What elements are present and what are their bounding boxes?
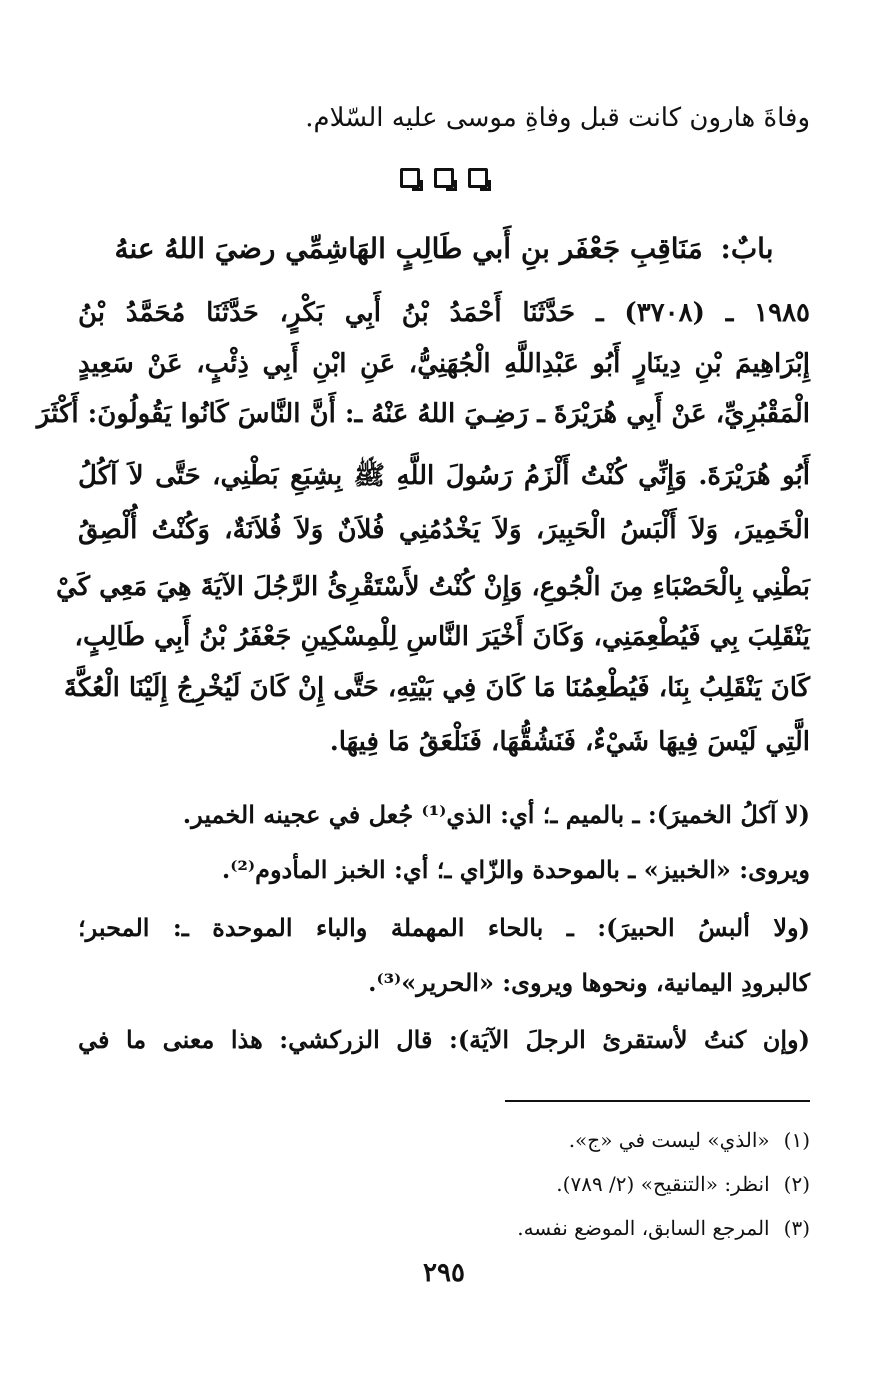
ornament-square-icon xyxy=(434,168,454,188)
footnote xyxy=(78,1118,810,1162)
footnote-text: انظر: «التنقيح» (٢/ ٧٨٩). xyxy=(556,1172,770,1196)
hadith-line: بَطْنِي بِالْحَصْبَاءِ مِنَ الْجُوعِ، وَإِنْ كُنْتُ لأَسْتَقْرِئُ الرَّجُلَ الآيَةَ هِيَ مَعِي كَيْ xyxy=(55,572,810,602)
continuation-line: وفاةَ هارون كانت قبل وفاةِ موسى عليه السّلام. xyxy=(305,103,810,133)
footnote-text: «الذي» ليست في «ج». xyxy=(568,1128,770,1152)
commentary-line: (ولا ألبسُ الحبيرَ): ـ بالحاء المهملة والباء الموحدة ـ: المحبر؛ xyxy=(78,913,810,942)
hadith-line: الْمَقْبُرِيِّ، عَنْ أَبِي هُرَيْرَةَ ـ رَضِـيَ اللهُ عَنْهُ ـ: أَنَّ النَّاسَ كَانُوا يَقُولُونَ: أَكْثَرَ xyxy=(36,399,810,429)
chapter-heading xyxy=(78,228,810,270)
hadith-line: يَنْقَلِبَ بِي فَيُطْعِمَنِي، وَكَانَ أَخْيَرَ النَّاسِ لِلْمِسْكِينِ جَعْفَرُ بْنُ أَبِي طَالِبٍ، xyxy=(74,622,810,652)
hadith-line: أَبُو هُرَيْرَةَ. وَإِنِّي كُنْتُ أَلْزَمُ رَسُولَ اللَّهِ ﷺ بِشِبَعِ بَطْنِي، حَتَّى لاَ آكُلُ xyxy=(78,461,810,491)
footnote xyxy=(78,1162,810,1206)
footnote xyxy=(78,1206,810,1250)
section-divider xyxy=(78,168,810,188)
footnote-number: (١) xyxy=(783,1128,810,1152)
footnote-number: (٢) xyxy=(783,1172,810,1196)
ornament-square-icon xyxy=(400,168,420,188)
commentary-line: ويروى: «الخبيز» ـ بالموحدة والزّاي ـ؛ أي: الخبز المأدوم⁽²⁾. xyxy=(221,855,810,884)
footnote-text: المرجع السابق، الموضع نفسه. xyxy=(517,1216,770,1240)
ornament-square-icon xyxy=(468,168,488,188)
commentary-line: (لا آكلُ الخميرَ): ـ بالميم ـ؛ أي: الذي⁽¹⁾ جُعل في عجينه الخمير. xyxy=(182,800,810,829)
commentary-line: كالبرودِ اليمانية، ونحوها ويروى: «الحرير»⁽³⁾. xyxy=(368,968,810,997)
chapter-label: بابٌ: xyxy=(720,232,774,265)
footnote-separator xyxy=(505,1100,810,1102)
hadith-line: الْخَمِيرَ، وَلاَ أَلْبَسُ الْحَبِيرَ، وَلاَ يَخْدُمُنِي فُلاَنٌ وَلاَ فُلاَنَةٌ، وَكُنْتُ أُلْصِقُ xyxy=(78,515,810,545)
footnotes xyxy=(78,1118,810,1250)
commentary-line: (وإن كنتُ لأستقرئ الرجلَ الآيَة): قال الزركشي: هذا معنى ما في xyxy=(78,1025,810,1054)
chapter-title: مَنَاقِبِ جَعْفَر بنِ أَبي طَالِبٍ الهَاشِمِّي رضيَ اللهُ عنهُ xyxy=(114,232,703,265)
page-number: ٢٩٥ xyxy=(423,1258,465,1288)
hadith-line: الَّتِي لَيْسَ فِيهَا شَيْءٌ، فَنَشُقُّهَا، فَنَلْعَقُ مَا فِيهَا. xyxy=(329,727,810,757)
hadith-line: كَانَ يَنْقَلِبُ بِنَا، فَيُطْعِمُنَا مَا كَانَ فِي بَيْتِهِ، حَتَّى إِنْ كَانَ لَيُخْرِجُ إِلَيْنَا الْعُكَّةَ xyxy=(63,673,810,703)
hadith-line: ١٩٨٥ ـ (٣٧٠٨) ـ حَدَّثَنَا أَحْمَدُ بْنُ أَبِي بَكْرٍ، حَدَّثَنَا مُحَمَّدُ بْنُ xyxy=(78,298,810,328)
book-page xyxy=(36,0,810,1382)
hadith-line: إِبْرَاهِيمَ بْنِ دِينَارٍ أَبُو عَبْدِاللَّهِ الْجُهَنِيُّ، عَنِ ابْنِ أَبِي ذِئْبٍ، عَنْ سَعِيدٍ xyxy=(78,349,810,379)
footnote-number: (٣) xyxy=(783,1216,810,1240)
